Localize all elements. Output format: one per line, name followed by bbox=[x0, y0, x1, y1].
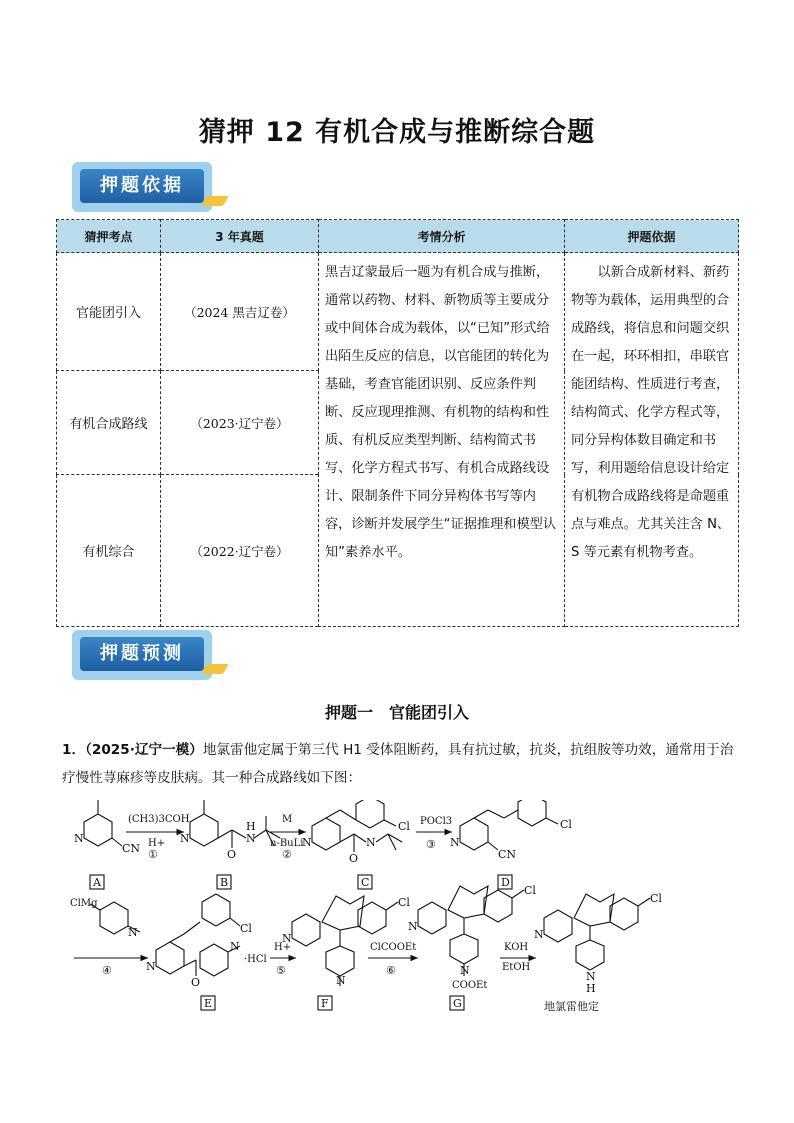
atom-label: Cl bbox=[398, 820, 410, 833]
atom-label: N bbox=[450, 836, 460, 849]
atom-label: Cl bbox=[240, 922, 252, 935]
row-year: （2024 黑吉辽卷） bbox=[161, 253, 319, 371]
step7-condition: EtOH bbox=[502, 962, 531, 973]
compound-g-structure bbox=[408, 884, 536, 991]
compound-c-structure bbox=[302, 800, 410, 865]
compound-label-g: G bbox=[453, 997, 462, 1010]
compound-label-e: E bbox=[204, 997, 213, 1010]
grignard-reagent-structure bbox=[70, 898, 140, 939]
step3-reagent: POCl3 bbox=[420, 816, 453, 827]
row-topic: 官能团引入 bbox=[57, 253, 161, 371]
header-topic: 猜押考点 bbox=[57, 220, 161, 253]
basis-cell: 以新合成新材料、新药物等为载体，运用典型的合成路线，将信息和问题交织在一起，环环相扣，串联官能团结构、性质进行考查，结构简式、化学方程式等，同分异构体数目确定和书写，利用题给信息设计给定有机物合成路线将是命题重点与难点。尤其关注含 N、S 等元素有机物考查。 bbox=[565, 253, 739, 627]
section-subheading: 押题一 官能团引入 bbox=[324, 703, 469, 722]
product-name: 地氯雷他定 bbox=[544, 1000, 599, 1013]
compound-b-structure bbox=[180, 800, 280, 861]
atom-label: Cl bbox=[650, 892, 662, 905]
step1-number: ① bbox=[148, 848, 158, 861]
compound-label-b: B bbox=[220, 876, 229, 889]
step1-reagent: (CH3)3COH bbox=[128, 814, 190, 825]
step1-condition: H+ bbox=[148, 838, 166, 849]
atom-label: COOEt bbox=[452, 980, 488, 991]
atom-label: CN bbox=[122, 842, 141, 855]
question-text: 地氯雷他定属于第三代 H1 受体阻断药，具有抗过敏，抗炎，抗组胺等功效，通常用于治疗慢性荨麻疹等皮肤病。其一种合成路线如下图： bbox=[62, 742, 734, 786]
row-year: （2023·辽宁卷） bbox=[161, 371, 319, 475]
section-tag-prediction bbox=[72, 630, 222, 682]
step5-reagent: H+ bbox=[274, 942, 292, 953]
atom-label: N bbox=[366, 836, 376, 849]
page-title: 猜押 12 有机合成与推断综合题 bbox=[198, 117, 596, 148]
question-number: 1． bbox=[62, 742, 86, 758]
step3-number: ③ bbox=[426, 838, 436, 851]
step6-number: ⑥ bbox=[386, 964, 396, 977]
header-basis: 押题依据 bbox=[565, 220, 739, 253]
row-year: （2022·辽宁卷） bbox=[161, 475, 319, 627]
atom-label: N bbox=[230, 940, 240, 953]
atom-label: O bbox=[349, 852, 359, 865]
header-analysis: 考情分析 bbox=[319, 220, 565, 253]
compound-e-structure bbox=[146, 894, 252, 989]
atom-label: N bbox=[460, 964, 470, 977]
atom-label: CN bbox=[498, 848, 517, 861]
atom-label: O bbox=[227, 848, 237, 861]
synthesis-scheme bbox=[60, 800, 740, 1025]
basis-table bbox=[56, 219, 739, 627]
step6-reagent: ClCOOEt bbox=[370, 942, 417, 953]
section-tag-basis bbox=[72, 162, 222, 214]
compound-label-d: D bbox=[501, 876, 510, 889]
section-tag-prediction-label: 押题预测 bbox=[80, 637, 204, 671]
section-tag-basis-label: 押题依据 bbox=[80, 169, 204, 203]
pencil-icon bbox=[201, 196, 229, 206]
atom-label: N bbox=[408, 920, 418, 933]
atom-label: Cl bbox=[524, 884, 536, 897]
atom-label: N bbox=[534, 928, 544, 941]
compound-label-f: F bbox=[321, 997, 329, 1010]
atom-label: H bbox=[586, 982, 596, 995]
step2-condition: n-BuLi bbox=[270, 838, 304, 849]
row-topic: 有机综合 bbox=[57, 475, 161, 627]
atom-label: N bbox=[246, 832, 256, 845]
step5-number: ⑤ bbox=[276, 964, 286, 977]
atom-label: N bbox=[180, 832, 190, 845]
question-source: （2025·辽宁一模） bbox=[85, 742, 203, 758]
atom-label: N bbox=[302, 836, 312, 849]
atom-label: N bbox=[74, 832, 84, 845]
step4-number: ④ bbox=[102, 964, 112, 977]
analysis-cell: 黑吉辽蒙最后一题为有机合成与推断，通常以药物、材料、新物质等主要成分或中间体合成为载体，以“已知”形式给出陌生反应的信息，以官能团的转化为基础，考查官能团识别、反应条件判断、反应现理推测、有机物的结构和性质、有机反应类型判断、结构简式书写、化学方程式书写、有机合成路线设计、限制条件下同分异构体书写等内容，诊断并发展学生“证据推理和模型认知”素养水平。 bbox=[319, 253, 565, 627]
compound-a-structure bbox=[74, 800, 140, 855]
atom-label: O bbox=[191, 976, 201, 989]
compound-label-c: C bbox=[361, 876, 370, 889]
atom-label: Cl bbox=[560, 818, 572, 831]
atom-label: N bbox=[586, 970, 596, 983]
atom-label: N bbox=[282, 932, 292, 945]
question-1 bbox=[62, 736, 742, 792]
step7-reagent: KOH bbox=[504, 942, 529, 953]
atom-label: N bbox=[146, 960, 156, 973]
pencil-icon bbox=[201, 664, 229, 674]
header-year: 3 年真题 bbox=[161, 220, 319, 253]
step4-reagent: ClMg bbox=[70, 898, 98, 909]
step2-number: ② bbox=[282, 848, 292, 861]
product-structure bbox=[534, 892, 662, 995]
row-topic: 有机合成路线 bbox=[57, 371, 161, 475]
compound-label-a: A bbox=[93, 876, 101, 889]
compound-d-structure bbox=[450, 800, 572, 861]
atom-label: H bbox=[246, 820, 256, 833]
step2-reagent: M bbox=[282, 814, 293, 825]
hcl-salt: ·HCl bbox=[244, 954, 267, 965]
atom-label: Cl bbox=[398, 896, 410, 909]
atom-label: N bbox=[128, 926, 138, 939]
atom-label: N bbox=[336, 974, 346, 987]
